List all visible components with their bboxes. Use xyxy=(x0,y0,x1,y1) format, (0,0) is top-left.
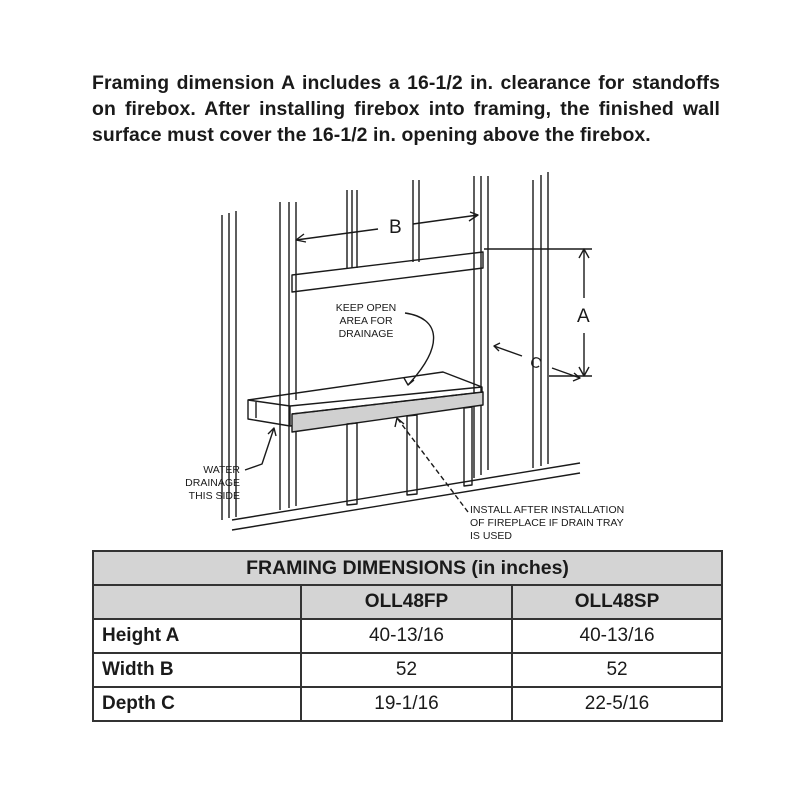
label-a: A xyxy=(577,306,590,327)
svg-text:IS USED: IS USED xyxy=(470,530,513,542)
column-header-oll48fp: OLL48FP xyxy=(301,585,512,619)
label-b: B xyxy=(389,217,402,238)
table-row xyxy=(93,687,722,721)
header-beam xyxy=(292,252,483,292)
intro-paragraph: Framing dimension A includes a 16-1/2 in. clearance for standoffs on firebox. After installing firebox into framing, the finished wall surface must cover the 16-1/2 in. opening above the firebox. xyxy=(92,72,720,146)
drain-tray xyxy=(292,392,483,432)
callout-drainage-area xyxy=(336,302,397,340)
table-row xyxy=(93,619,722,653)
cell-depth-c-oll48sp: 22-5/16 xyxy=(512,687,722,721)
svg-text:OF FIREPLACE IF DRAIN TRAY: OF FIREPLACE IF DRAIN TRAY xyxy=(470,517,624,529)
callout-water-drainage xyxy=(185,464,240,502)
row-label-depth-c: Depth C xyxy=(93,687,301,721)
cell-depth-c-oll48fp: 19-1/16 xyxy=(301,687,512,721)
svg-text:INSTALL AFTER INSTALLATION: INSTALL AFTER INSTALLATION xyxy=(470,504,625,516)
svg-text:AREA FOR: AREA FOR xyxy=(339,315,393,327)
header-blank-cell xyxy=(93,585,301,619)
row-label-height-a: Height A xyxy=(93,619,301,653)
svg-text:KEEP OPEN: KEEP OPEN xyxy=(335,302,397,314)
column-header-oll48sp: OLL48SP xyxy=(512,585,722,619)
dimension-b xyxy=(296,212,478,242)
row-label-width-b: Width B xyxy=(93,653,301,687)
label-c: C xyxy=(527,353,544,373)
framing-dimensions-table xyxy=(92,550,723,722)
cell-width-b-oll48sp: 52 xyxy=(512,653,722,687)
cell-height-a-oll48sp: 40-13/16 xyxy=(512,619,722,653)
left-main-stud xyxy=(280,202,296,510)
right-main-stud xyxy=(474,176,488,478)
svg-text:DRAINAGE: DRAINAGE xyxy=(338,328,394,340)
cell-height-a-oll48fp: 40-13/16 xyxy=(301,619,512,653)
far-right-studs xyxy=(533,172,548,468)
cripple-studs xyxy=(347,180,419,268)
svg-text:THIS SIDE: THIS SIDE xyxy=(188,490,240,502)
callout-install-after xyxy=(470,504,624,542)
water-drainage-leader xyxy=(245,428,274,470)
cell-width-b-oll48fp: 52 xyxy=(301,653,512,687)
table-row xyxy=(93,653,722,687)
svg-text:WATER: WATER xyxy=(203,464,240,476)
svg-text:DRAINAGE: DRAINAGE xyxy=(185,477,240,489)
table-title: FRAMING DIMENSIONS (in inches) xyxy=(93,551,722,585)
